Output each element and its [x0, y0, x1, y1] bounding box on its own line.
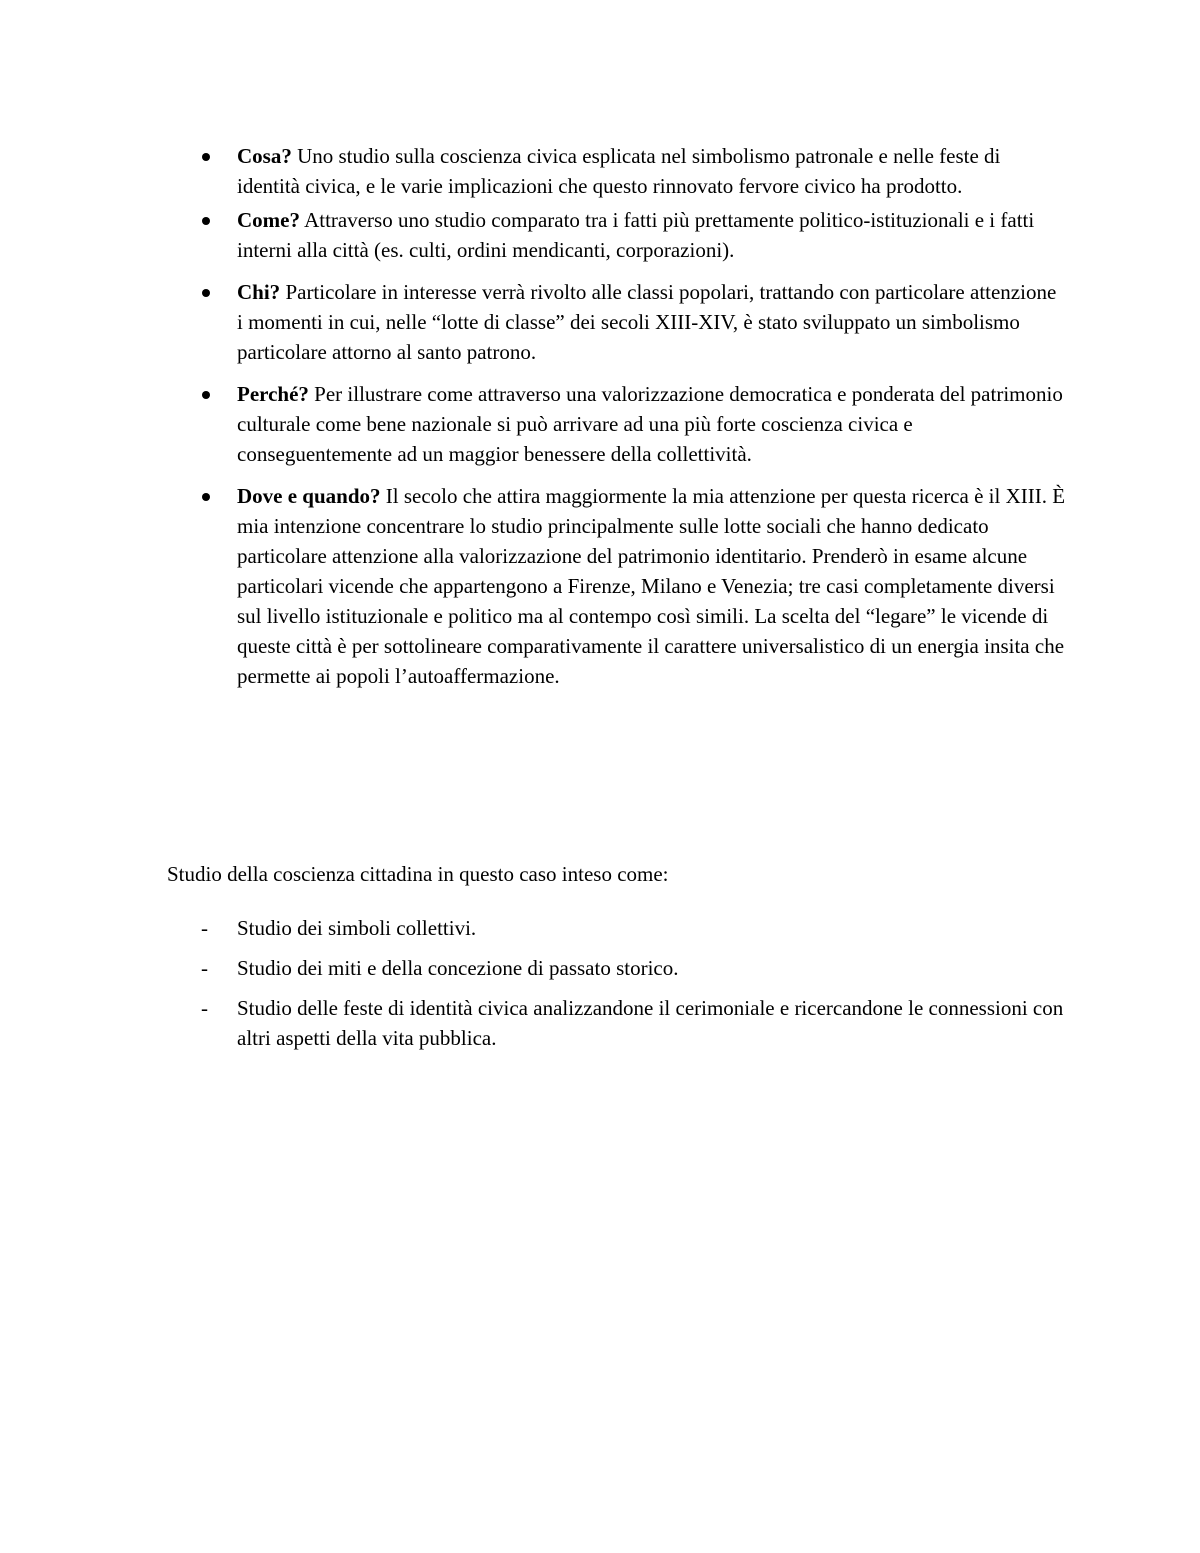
question-text: Uno studio sulla coscienza civica esplicata nel simbolismo patronale e nelle feste di identità civica, e le varie implicazioni che questo rinnovato fervore civico ha prodotto.: [237, 144, 1001, 198]
list-item-text: Studio dei simboli collettivi.: [237, 916, 477, 940]
question-term: Dove e quando?: [237, 484, 381, 508]
question-text: Particolare in interesse verrà rivolto alle classi popolari, trattando con particolare attenzione i momenti in cui, nelle “lotte di classe” dei secoli XIII-XIV, è stato sviluppato un simbolismo particolare attorno al santo patrono.: [237, 280, 1057, 364]
question-term: Chi?: [237, 280, 281, 304]
bullet-icon: [202, 289, 210, 297]
bullet-icon: [202, 153, 210, 161]
list-item-dove-quando: [237, 481, 1067, 691]
list-item-come: [237, 205, 1067, 265]
list-item: [201, 993, 1067, 1053]
dash-marker: -: [201, 956, 208, 980]
list-item-perche: [237, 379, 1067, 469]
question-term: Cosa?: [237, 144, 292, 168]
study-aspects-list: [201, 913, 1067, 1063]
dash-marker: -: [201, 916, 208, 940]
list-item-cosa: [237, 141, 1067, 201]
research-questions-list: [237, 141, 1067, 703]
intro-paragraph: Studio della coscienza cittadina in questo caso inteso come:: [167, 862, 669, 886]
question-term: Perché?: [237, 382, 309, 406]
list-item: [201, 953, 1067, 983]
list-item: [201, 913, 1067, 943]
dash-marker: -: [201, 996, 208, 1020]
bullet-icon: [202, 391, 210, 399]
question-text: Per illustrare come attraverso una valorizzazione democratica e ponderata del patrimonio culturale come bene nazionale si può arrivare ad una più forte coscienza civica e conseguentemente ad un maggior benessere della collettività.: [237, 382, 1063, 466]
question-text: Attraverso uno studio comparato tra i fatti più prettamente politico-istituzionali e i fatti interni alla città (es. culti, ordini mendicanti, corporazioni).: [237, 208, 1035, 262]
list-item-text: Studio delle feste di identità civica analizzandone il cerimoniale e ricercandone le connessioni con altri aspetti della vita pubblica.: [237, 996, 1064, 1050]
bullet-icon: [202, 217, 210, 225]
bullet-icon: [202, 493, 210, 501]
list-item-text: Studio dei miti e della concezione di passato storico.: [237, 956, 679, 980]
question-text: Il secolo che attira maggiormente la mia attenzione per questa ricerca è il XIII. È mia intenzione concentrare lo studio principalmente sulle lotte sociali che hanno dedicato particolare attenzione alla valorizzazione del patrimonio identitario. Prenderò in esame alcune particolari vicende che appartengono a Firenze, Milano e Venezia; tre casi completamente diversi sul livello istituzionale e politico ma al contempo così simili. La scelta del “legare” le vicende di queste città è per sottolineare comparativamente il carattere universalistico di un energia insita che permette ai popoli l’autoaffermazione.: [237, 484, 1066, 688]
list-item-chi: [237, 277, 1067, 367]
question-term: Come?: [237, 208, 300, 232]
